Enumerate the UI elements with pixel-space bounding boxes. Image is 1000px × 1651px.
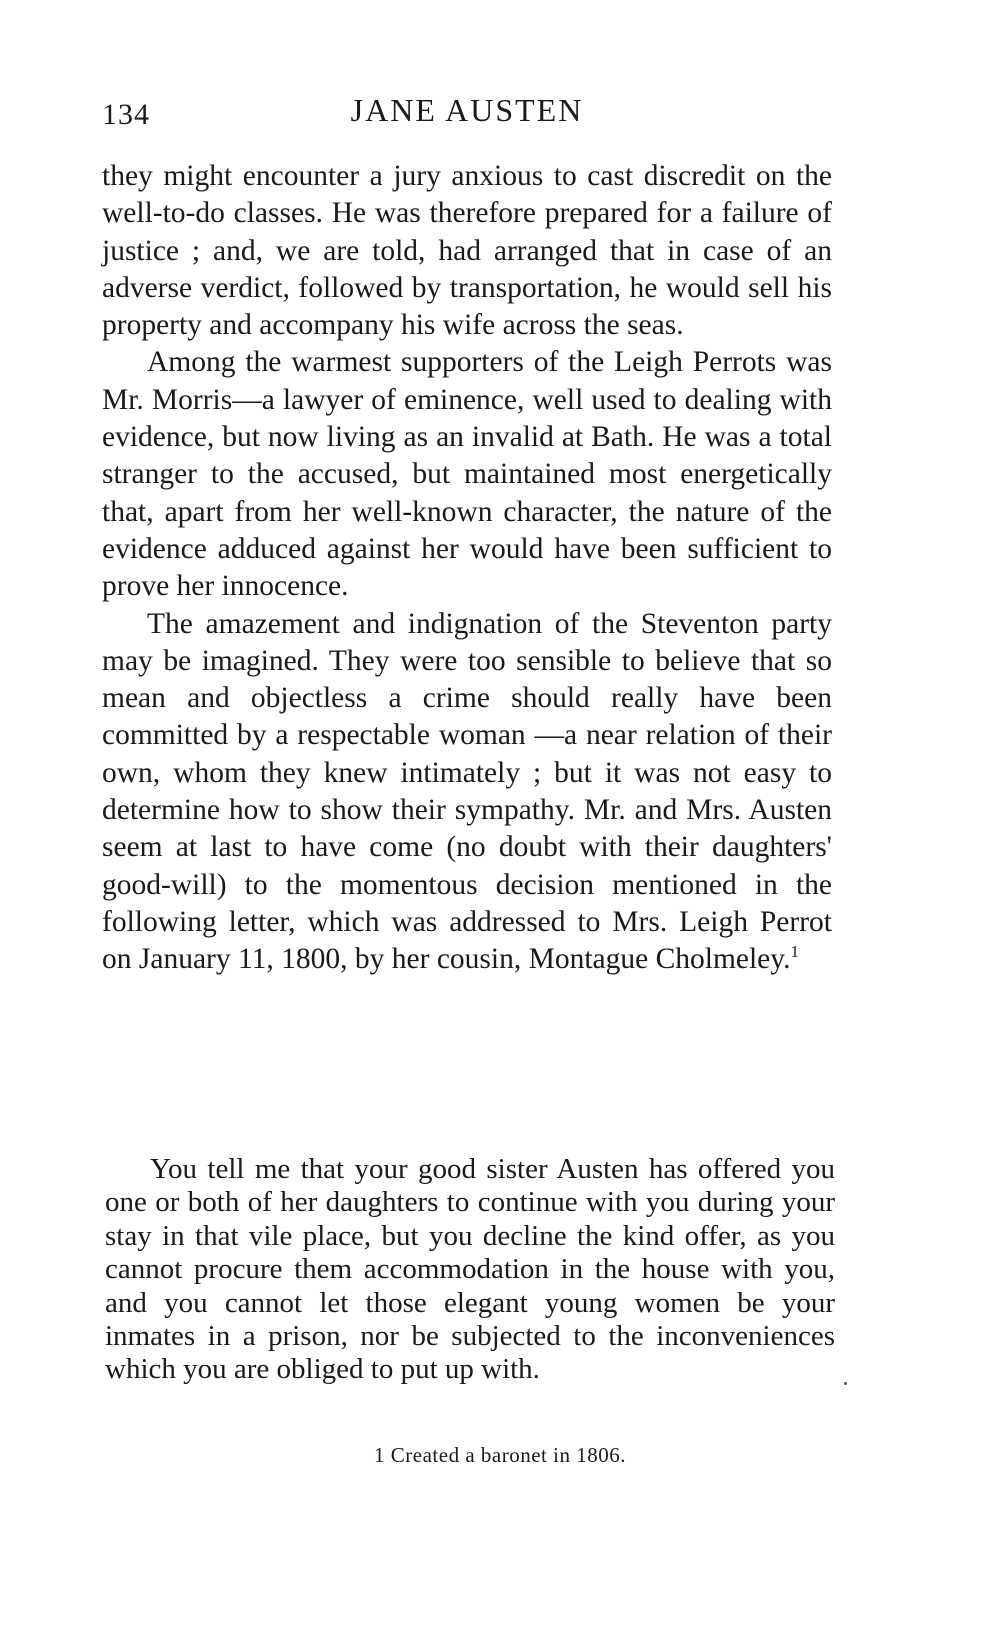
page-number: 134 <box>102 98 150 131</box>
footnote: 1 Created a baronet in 1806. <box>374 1443 626 1467</box>
body-text <box>102 158 832 979</box>
quoted-letter: You tell me that your good sister Austen has offered you one or both of her daughters to continue with you during your stay in that vile place, but you decline the kind offer, as you cannot procure them accommodation in the house with you, and you cannot let those elegant young women be your inmates in a prison, nor be subjected to the inconveniences which you are obliged to put up with. <box>105 1153 835 1386</box>
footnote-reference: 1 <box>790 942 799 962</box>
paragraph-3-text: The amazement and indignation of the Steventon party may be imagined. They were too sensible to believe that so mean and objectless a crime should really have been committed by a respectable woman —a near relation of their own, whom they knew intimately ; but it was not easy to determine how to show their sympathy. Mr. and Mrs. Austen seem at last to have come (no doubt with their daughters' good-will) to the momentous decision mentioned in the following letter, which was addressed to Mrs. Leigh Perrot on January 11, 1800, by her cousin, Montague Cholmeley. <box>102 607 832 976</box>
page-header <box>102 92 832 142</box>
margin-mark <box>844 1382 847 1385</box>
running-head: JANE AUSTEN <box>350 92 584 128</box>
paragraph-1: they might encounter a jury anxious to cast discredit on the well-to-do classes. He was therefore prepared for a failure of justice ; and, we are told, had arranged that in case of an adverse verdict, followed by transportation, he would sell his property and accompany his wife across the seas. <box>102 160 832 342</box>
paragraph-3 <box>102 606 832 979</box>
paragraph-2: Among the warmest supporters of the Leigh Perrots was Mr. Morris—a lawyer of eminence, well used to dealing with evidence, but now living as an invalid at Bath. He was a total stranger to the accused, but maintained most energetically that, apart from her well-known character, the nature of the evidence adduced against her would have been sufficient to prove her innocence. <box>102 346 832 603</box>
